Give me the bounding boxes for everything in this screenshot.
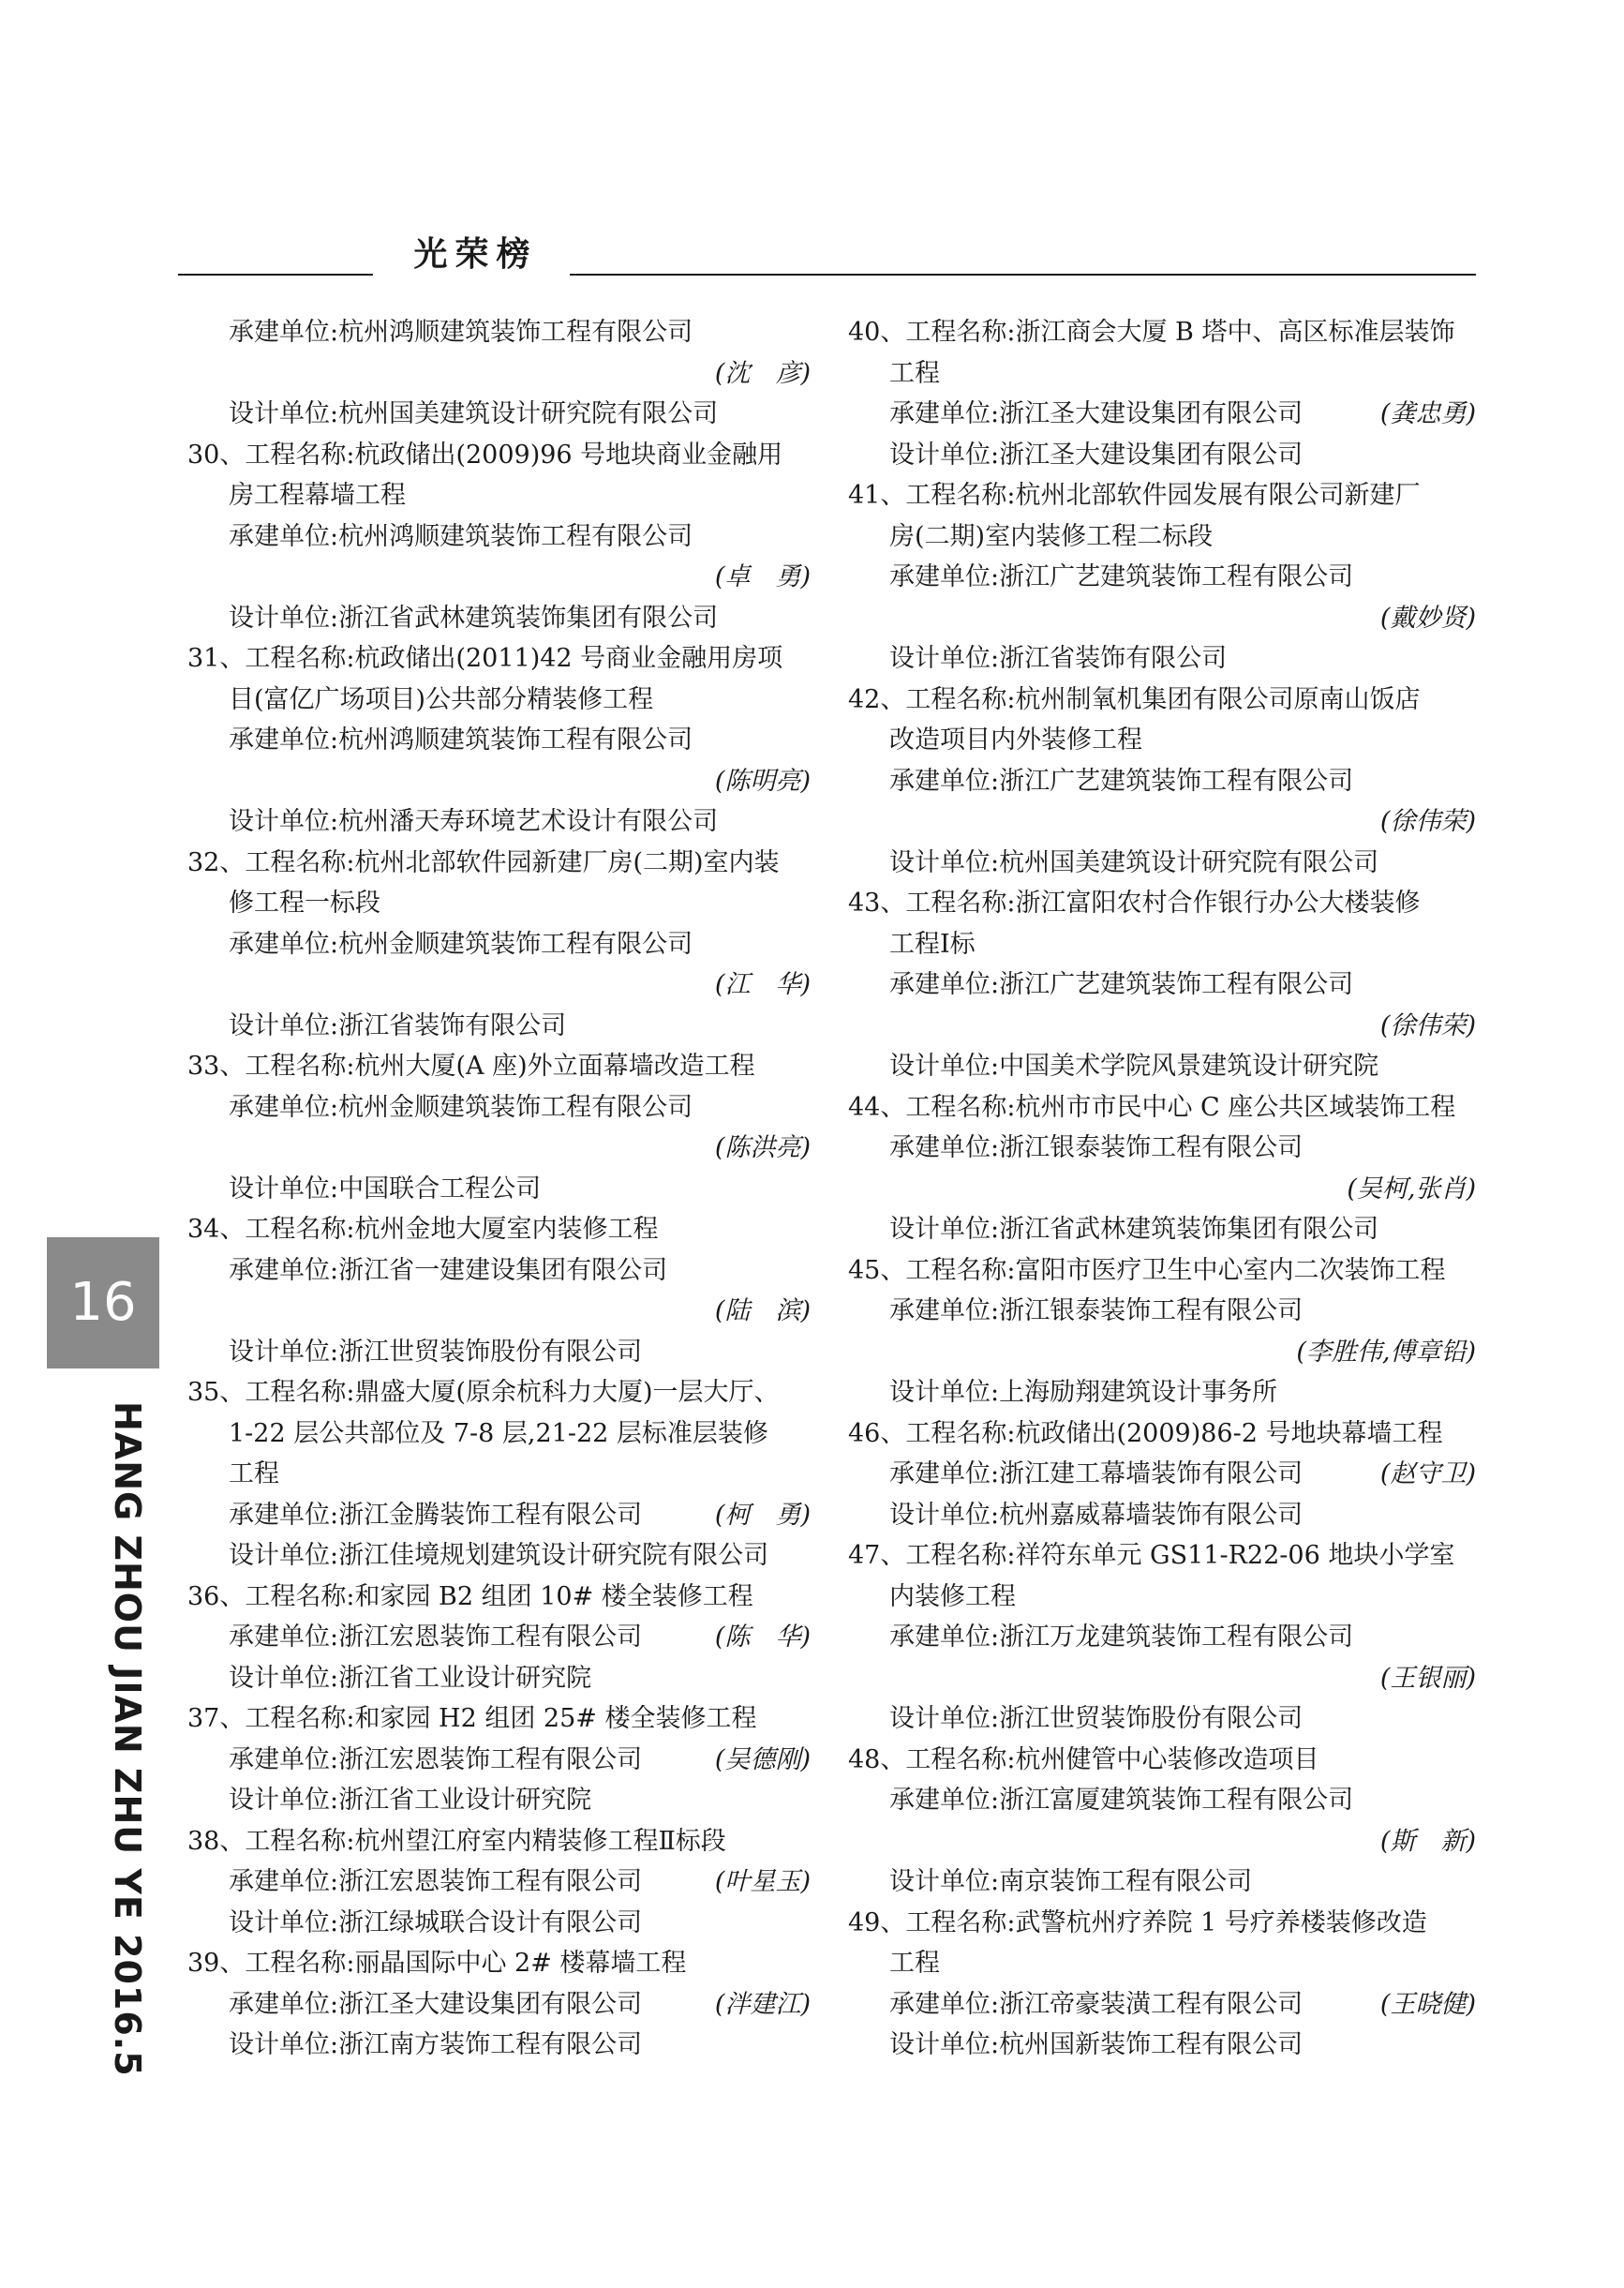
entry-line (187, 924, 811, 965)
person-names (187, 761, 811, 802)
line-text: 工程 (889, 1949, 940, 1978)
project-title-line (187, 843, 811, 884)
line-text: 37、工程名称:和家园 H2 组团 25# 楼全装修工程 (187, 1704, 757, 1733)
project-title-line (187, 435, 811, 476)
award-entry (848, 680, 1476, 884)
line-text: 设计单位:浙江省武林建筑装饰集团有限公司 (889, 1215, 1379, 1244)
person-names (848, 1821, 1476, 1862)
entry-line (848, 2025, 1476, 2066)
entry-line (848, 720, 1476, 761)
entry-line (848, 353, 1476, 395)
entry-line (187, 1535, 811, 1577)
line-text: (吴柯,张肖) (1347, 1174, 1476, 1204)
line-text: 房工程幕墙工程 (229, 481, 406, 510)
entry-line (848, 557, 1476, 598)
line-text: (斯 新) (1379, 1826, 1476, 1856)
entry-line (848, 1698, 1476, 1740)
entry-line (848, 1046, 1476, 1087)
entry-line (187, 883, 811, 924)
line-text: 设计单位:浙江世贸装饰股份有限公司 (229, 1337, 643, 1367)
entry-line (187, 1087, 811, 1129)
entry-line (848, 1780, 1476, 1821)
entry-line (848, 761, 1476, 802)
entry-line (187, 1332, 811, 1373)
line-text: 设计单位:浙江省装饰有限公司 (229, 1010, 567, 1040)
project-title-line (848, 1535, 1476, 1577)
project-title-line (187, 1821, 811, 1862)
line-text: 32、工程名称:杭州北部软件园新建厂房(二期)室内装 (187, 847, 780, 877)
line-text: 设计单位:浙江省工业设计研究院 (229, 1786, 592, 1815)
entry-line (187, 1740, 811, 1781)
project-title-line (848, 1413, 1476, 1455)
entry-line (848, 1454, 1476, 1495)
entry-line (187, 680, 811, 721)
award-entry (187, 1821, 811, 1944)
line-text: (徐伟荣) (1379, 1010, 1476, 1040)
page-number: 16 (47, 1237, 159, 1368)
entry-line (187, 2025, 811, 2066)
line-text: 承建单位:浙江银泰装饰工程有限公司 (889, 1133, 1304, 1162)
project-title-line (187, 638, 811, 680)
person-names (848, 598, 1476, 639)
line-text: 承建单位:浙江金腾装饰工程有限公司 (229, 1500, 643, 1530)
award-entry (187, 1698, 811, 1821)
award-entry (187, 1372, 811, 1577)
project-title-line (187, 1209, 811, 1250)
person-names (848, 1658, 1476, 1699)
entry-line (187, 1169, 811, 1210)
left-column (187, 312, 811, 2066)
line-text: 设计单位:浙江圣大建设集团有限公司 (889, 440, 1304, 470)
line-text: 设计单位:浙江南方装饰工程有限公司 (229, 2030, 643, 2059)
award-entry (848, 1087, 1476, 1250)
entry-line (848, 394, 1476, 435)
person-names: (柯 勇) (714, 1500, 811, 1530)
line-text: (江 华) (714, 970, 811, 999)
person-names: (陈 华) (714, 1623, 811, 1652)
entry-line (848, 516, 1476, 558)
person-names (848, 801, 1476, 843)
entry-line (848, 1495, 1476, 1536)
entry-line (187, 1413, 811, 1455)
entry-line (187, 1006, 811, 1047)
section-title: 光荣榜 (413, 235, 538, 274)
person-names: (王晓健) (1379, 1989, 1476, 2019)
line-text: 45、工程名称:富阳市医疗卫生中心室内二次装饰工程 (848, 1255, 1446, 1285)
line-text: 36、工程名称:和家园 B2 组团 10# 楼全装修工程 (187, 1581, 753, 1611)
line-text: 设计单位:浙江绿城联合设计有限公司 (229, 1907, 643, 1937)
entry-line (848, 1291, 1476, 1332)
person-names: (叶星玉) (714, 1867, 811, 1896)
line-text: 49、工程名称:武警杭州疗养院 1 号疗养楼装修改造 (848, 1907, 1427, 1937)
line-text: 设计单位:浙江省武林建筑装饰集团有限公司 (229, 603, 719, 633)
line-text: 39、工程名称:丽晶国际中心 2# 楼幕墙工程 (187, 1949, 687, 1978)
line-text: 承建单位:杭州鸿顺建筑装饰工程有限公司 (229, 318, 693, 347)
person-names (848, 1006, 1476, 1047)
entry-line (848, 1984, 1476, 2026)
entry-line (848, 1128, 1476, 1169)
entry-line (848, 1617, 1476, 1658)
award-entry (848, 883, 1476, 1087)
award-entry (187, 843, 811, 1047)
line-text: 设计单位:南京装饰工程有限公司 (889, 1867, 1253, 1896)
person-names (848, 1332, 1476, 1373)
line-text: 承建单位:浙江万龙建筑装饰工程有限公司 (889, 1623, 1354, 1652)
person-names (187, 965, 811, 1006)
project-title-line (848, 1250, 1476, 1292)
person-names (187, 1291, 811, 1332)
line-text: 承建单位:杭州鸿顺建筑装饰工程有限公司 (229, 521, 693, 551)
project-title-line (187, 1577, 811, 1618)
entry-line (848, 1577, 1476, 1618)
project-title-line (848, 475, 1476, 516)
line-text: 40、工程名称:浙江商会大厦 B 塔中、高区标准层装饰 (848, 318, 1455, 347)
line-text: (李胜伟,傅章铅) (1296, 1337, 1476, 1367)
entry-line (187, 1250, 811, 1292)
project-title-line (848, 1087, 1476, 1129)
line-text: 46、工程名称:杭政储出(2009)86-2 号地块幕墙工程 (848, 1418, 1443, 1448)
entry-line (187, 312, 811, 353)
line-text: 承建单位:浙江广艺建筑装饰工程有限公司 (889, 970, 1354, 999)
entry-line (187, 516, 811, 558)
person-names: (吴德刚) (714, 1744, 811, 1774)
entry-line (187, 598, 811, 639)
line-text: 48、工程名称:杭州健管中心装修改造项目 (848, 1744, 1319, 1774)
entry-line (848, 1372, 1476, 1413)
project-title-line (848, 1740, 1476, 1781)
line-text: 设计单位:浙江佳境规划建筑设计研究院有限公司 (229, 1541, 769, 1570)
entry-line (187, 475, 811, 516)
award-entry (848, 475, 1476, 680)
award-entry (848, 1413, 1476, 1536)
line-text: 工程 (229, 1459, 279, 1488)
line-text: 房(二期)室内装修工程二标段 (889, 521, 1214, 551)
entry-line (187, 1862, 811, 1903)
line-text: 工程Ⅰ标 (889, 929, 976, 959)
line-text: 承建单位:浙江建工幕墙装饰有限公司 (889, 1459, 1304, 1488)
entry-line (848, 638, 1476, 680)
person-names: (龚忠勇) (1379, 399, 1476, 428)
line-text: 33、工程名称:杭州大厦(A 座)外立面幕墙改造工程 (187, 1052, 755, 1081)
line-text: 修工程一标段 (229, 889, 380, 918)
line-text: 目(富亿广场项目)公共部分精装修工程 (229, 684, 654, 714)
line-text: 承建单位:浙江省一建建设集团有限公司 (229, 1255, 668, 1285)
entry-line (187, 1780, 811, 1821)
line-text: 承建单位:浙江宏恩装饰工程有限公司 (229, 1744, 643, 1774)
award-entry (187, 1577, 811, 1699)
line-text: 承建单位:杭州金顺建筑装饰工程有限公司 (229, 1092, 693, 1122)
entry-line (187, 1454, 811, 1495)
line-text: 43、工程名称:浙江富阳农村合作银行办公大楼装修 (848, 889, 1421, 918)
person-names (187, 1128, 811, 1169)
line-text: 工程 (889, 358, 940, 388)
award-entry (848, 1250, 1476, 1413)
entry-line (187, 1495, 811, 1536)
line-text: 35、工程名称:鼎盛大厦(原余杭科力大厦)一层大厅、 (187, 1378, 780, 1407)
award-entry (187, 435, 811, 639)
section-header (178, 234, 1476, 281)
header-rule-left (178, 274, 373, 276)
project-title-line (848, 1903, 1476, 1944)
line-text: 38、工程名称:杭州望江府室内精装修工程Ⅱ标段 (187, 1826, 726, 1856)
line-text: (戴妙贤) (1379, 603, 1476, 633)
line-text: 设计单位:杭州潘天寿环境艺术设计有限公司 (229, 807, 719, 836)
line-text: 承建单位:杭州金顺建筑装饰工程有限公司 (229, 929, 693, 959)
person-names: (赵守卫) (1379, 1459, 1476, 1488)
person-names (848, 1169, 1476, 1210)
line-text: 承建单位:浙江广艺建筑装饰工程有限公司 (889, 562, 1354, 591)
line-text: (陆 滨) (714, 1296, 811, 1325)
line-text: 承建单位:浙江圣大建设集团有限公司 (229, 1989, 643, 2019)
line-text: 内装修工程 (889, 1581, 1016, 1611)
award-entry (848, 312, 1476, 475)
award-entry (187, 1046, 811, 1209)
line-text: 设计单位:中国美术学院风景建筑设计研究院 (889, 1052, 1379, 1081)
award-entry (848, 1535, 1476, 1740)
award-entry (187, 1209, 811, 1372)
line-text: (陈明亮) (714, 766, 811, 796)
line-text: (王银丽) (1379, 1663, 1476, 1693)
line-text: 设计单位:杭州嘉威幕墙装饰有限公司 (889, 1500, 1304, 1530)
line-text: 设计单位:中国联合工程公司 (229, 1174, 542, 1204)
entry-line (848, 965, 1476, 1006)
line-text: 承建单位:浙江宏恩装饰工程有限公司 (229, 1623, 643, 1652)
line-text: 31、工程名称:杭政储出(2011)42 号商业金融用房项 (187, 644, 783, 673)
line-text: 承建单位:浙江宏恩装饰工程有限公司 (229, 1867, 643, 1896)
line-text: 设计单位:浙江省工业设计研究院 (229, 1663, 592, 1693)
line-text: 承建单位:浙江圣大建设集团有限公司 (889, 399, 1304, 428)
line-text: 承建单位:浙江银泰装饰工程有限公司 (889, 1296, 1304, 1325)
entry-line (187, 1658, 811, 1699)
line-text: (沈 彦) (714, 358, 811, 388)
line-text: 42、工程名称:杭州制氧机集团有限公司原南山饭店 (848, 684, 1421, 714)
entry-line (848, 924, 1476, 965)
project-title-line (848, 883, 1476, 924)
project-title-line (848, 312, 1476, 353)
entry-line (187, 720, 811, 761)
line-text: (卓 勇) (714, 562, 811, 591)
line-text: 44、工程名称:杭州市市民中心 C 座公共区域装饰工程 (848, 1092, 1456, 1122)
line-text: 承建单位:浙江广艺建筑装饰工程有限公司 (889, 766, 1354, 796)
right-column (848, 312, 1476, 2066)
person-names (187, 557, 811, 598)
line-text: (陈洪亮) (714, 1133, 811, 1162)
award-entry (187, 638, 811, 843)
line-text: (徐伟荣) (1379, 807, 1476, 836)
person-names (187, 353, 811, 395)
project-title-line (187, 1943, 811, 1984)
line-text: 47、工程名称:祥符东单元 GS11-R22-06 地块小学室 (848, 1541, 1455, 1570)
person-names: (泮建江) (714, 1989, 811, 2019)
award-entry (187, 1943, 811, 2066)
line-text: 41、工程名称:杭州北部软件园发展有限公司新建厂 (848, 481, 1421, 510)
line-text: 承建单位:浙江帝豪装潢工程有限公司 (889, 1989, 1304, 2019)
project-title-line (187, 1698, 811, 1740)
entry-line (848, 1862, 1476, 1903)
line-text: 改造项目内外装修工程 (889, 725, 1142, 755)
line-text: 设计单位:上海励翔建筑设计事务所 (889, 1378, 1278, 1407)
entry-line (848, 435, 1476, 476)
line-text: 承建单位:浙江富厦建筑装饰工程有限公司 (889, 1786, 1354, 1815)
header-rule-right (570, 274, 1476, 276)
line-text: 34、工程名称:杭州金地大厦室内装修工程 (187, 1215, 659, 1244)
project-title-line (187, 1372, 811, 1413)
line-text: 30、工程名称:杭政储出(2009)96 号地块商业金融用 (187, 440, 783, 470)
project-title-line (187, 1046, 811, 1087)
award-entry (848, 1903, 1476, 2066)
entry-line (187, 1617, 811, 1658)
line-text: 设计单位:杭州国美建筑设计研究院有限公司 (229, 399, 719, 428)
entry-line (848, 1209, 1476, 1250)
line-text: 设计单位:杭州国新装饰工程有限公司 (889, 2030, 1304, 2059)
award-entry (848, 1740, 1476, 1903)
line-text: 设计单位:浙江世贸装饰股份有限公司 (889, 1704, 1304, 1733)
line-text: 1-22 层公共部位及 7-8 层,21-22 层标准层装修 (229, 1418, 768, 1448)
entry-line (848, 843, 1476, 884)
line-text: 承建单位:杭州鸿顺建筑装饰工程有限公司 (229, 725, 693, 755)
entry-line (187, 1984, 811, 2026)
magazine-issue-label: HANG ZHOU JIAN ZHU YE 2016.5 (107, 1401, 148, 2077)
entry-line (848, 1943, 1476, 1984)
line-text: 设计单位:浙江省装饰有限公司 (889, 644, 1228, 673)
award-entry (187, 312, 811, 435)
entry-line (187, 1903, 811, 1944)
entry-line (187, 394, 811, 435)
entry-line (187, 801, 811, 843)
line-text: 设计单位:杭州国美建筑设计研究院有限公司 (889, 847, 1379, 877)
project-title-line (848, 680, 1476, 721)
